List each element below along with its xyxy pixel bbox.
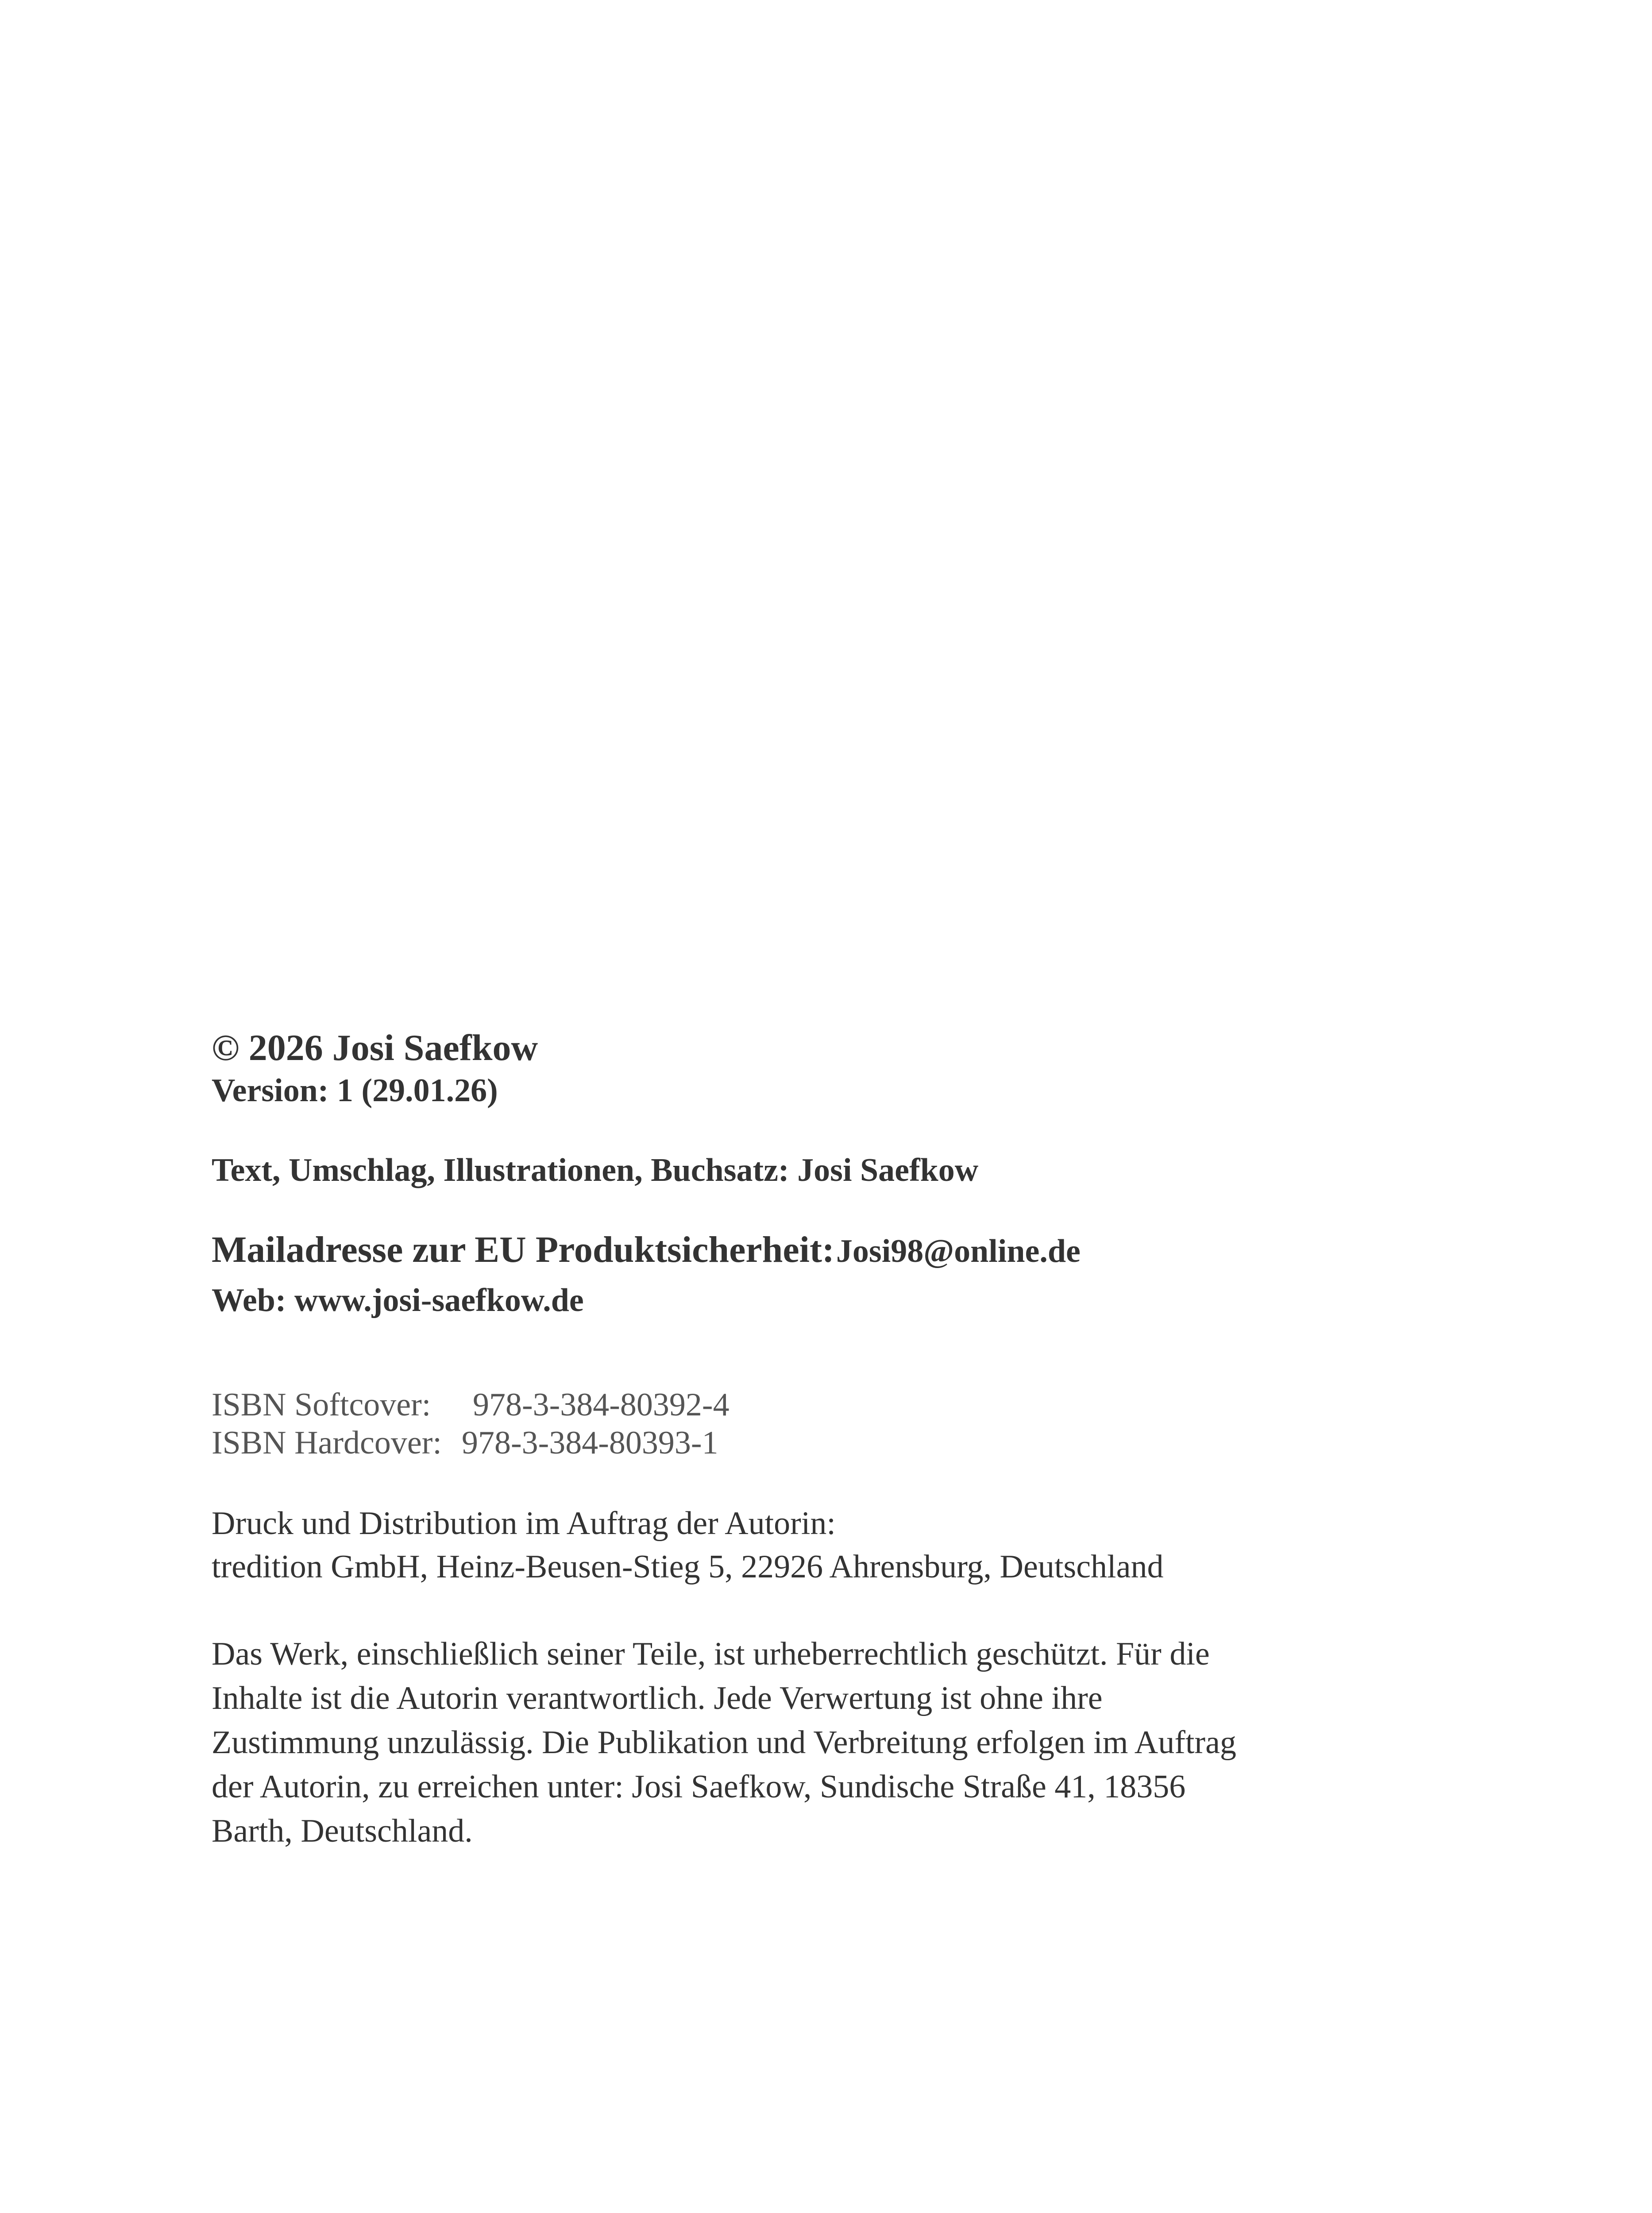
isbn-hardcover-line [212, 1424, 1451, 1462]
print-line-2: tredition GmbH, Heinz-Beusen-Stieg 5, 22926 Ahrensburg, Deutschland [212, 1549, 1164, 1585]
print-line-1: Druck und Distribution im Auftrag der Autorin: [212, 1505, 836, 1542]
mail-address: Josi98@online.de [836, 1233, 1081, 1269]
mail-label: Mailadresse zur EU Produktsicherheit: [212, 1229, 834, 1270]
isbn-softcover-value: 978-3-384-80392-4 [473, 1387, 730, 1423]
legal-line: Inhalte ist die Autorin verantwortlich. Jede Verwertung ist ohne ihre [212, 1680, 1103, 1716]
contact-block [212, 1229, 1451, 1319]
isbn-hardcover-value: 978-3-384-80393-1 [462, 1425, 718, 1461]
print-distribution-block [212, 1502, 1451, 1588]
isbn-softcover-line [212, 1386, 1451, 1424]
legal-notice [212, 1632, 1460, 1853]
legal-line: Barth, Deutschland. [212, 1813, 473, 1849]
credits-line: Text, Umschlag, Illustrationen, Buchsatz: Josi Saefkow [212, 1152, 979, 1188]
imprint-block [212, 1027, 1451, 1853]
isbn-block [212, 1386, 1451, 1462]
mail-line [212, 1229, 1451, 1281]
copyright-line: © 2026 Josi Saefkow [212, 1027, 538, 1068]
isbn-hardcover-label: ISBN Hardcover: [212, 1425, 442, 1461]
isbn-softcover-label: ISBN Softcover: [212, 1387, 431, 1423]
version-line: Version: 1 (29.01.26) [212, 1072, 498, 1109]
legal-line: Das Werk, einschließlich seiner Teile, ist urheberrechtlich geschützt. Für die [212, 1636, 1210, 1672]
legal-line: Zustimmung unzulässig. Die Publikation und Verbreitung erfolgen im Auftrag [212, 1724, 1236, 1761]
legal-line: der Autorin, zu erreichen unter: Josi Saefkow, Sundische Straße 41, 18356 [212, 1769, 1186, 1805]
web-line: Web: www.josi-saefkow.de [212, 1282, 584, 1319]
